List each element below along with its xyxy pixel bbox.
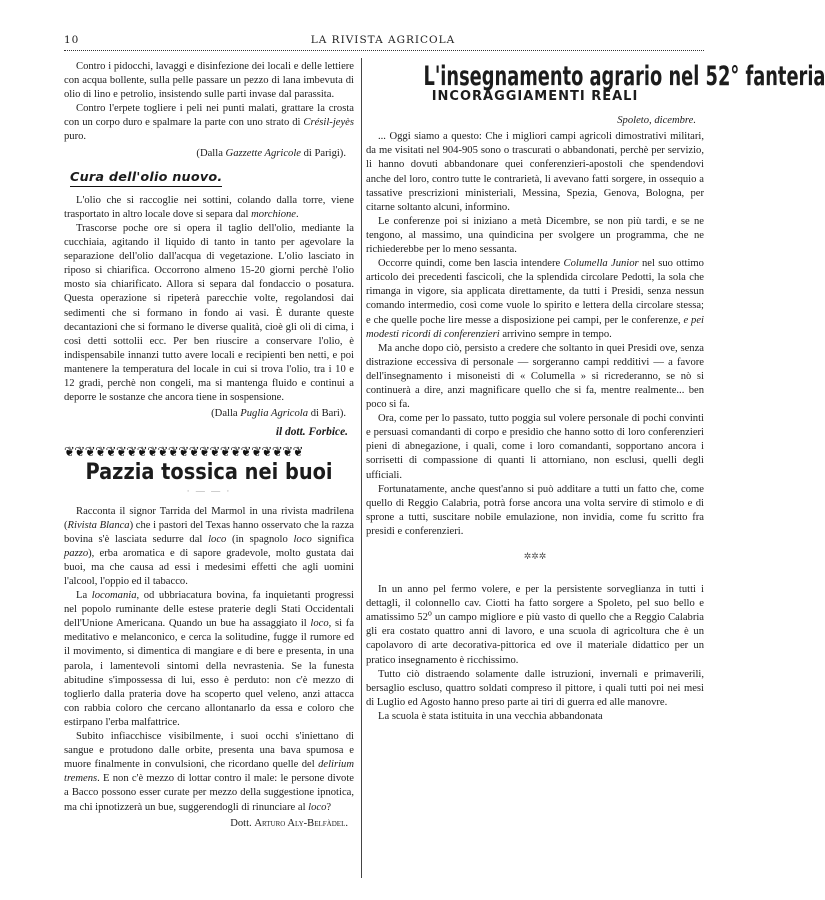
pazzia-paragraph-1: Racconta il signor Tarrida del Marmol in una rivista madrilena (Rivista Blanca) che i pastori del Texas hanno osservato che la razza bovina s'è lasciata sedurre dal loco (in spagnolo loco significa pazzo), erba aromatica e di sapore gradevole, molto gustata dai buoi, ma che causa ad essi i medesimi effetti che agli uomini l'alcool, l'oppio ed il tabacco. xyxy=(64,505,354,587)
ornamental-divider: ❦❦❦❦❦❦❦❦❦❦❦❦❦❦❦❦❦❦❦❦❦❦❦ xyxy=(64,445,304,461)
article-paragraph-1: ... Oggi siamo a questo: Che i migliori campi agricoli dimostrativi militari, da me visitati nel 904-905 sono o trascurati o abbandonati, perchè per servizio, li hanno dovuti abbandonare quei conferenzieri-apostoli che spendendovi anche del loro, contro tutte le contrarietà, li avevano fatti sorgere, in ossequio a tassative prescrizioni ministeriali, Messina, Spezia, Genova, Bologna, per citarne soltanto alcuni, informino. xyxy=(366,131,704,213)
article-title: L'insegnamento agrario nel 52° fanteria xyxy=(423,61,825,92)
article-paragraph-7: In un anno pel fermo volere, e per la persistente sorveglianza in tutti i dettagli, il colonnello cav. Ciotti ha fatto sorgere a Spoleto, pel suo bello e amatissimo 52$^o$ un campo migliore e più vasto di quello che a Reggio Calabria gli era costato quattro anni di lavoro, e una scuola di agricoltura che è un capolavoro di arte decorativa-pittorica ed ove il materiale didattico per un pratico insegnamento è ricchissimo. xyxy=(366,584,705,666)
section-separator: ✲✲✲ xyxy=(523,551,547,561)
column-divider xyxy=(361,58,362,878)
article-paragraph-3: Occorre quindi, come ben lascia intendere Columella Junior nel suo ottimo articolo dei precedenti fascicoli, che la splendida circolare Pedotti, la sola che rimanga in vigore, sia applicata direttamente, da tutti i Presidi, senza nessun comando intermedio, così come vuole lo spirito e lettera della circolare stessa; e che quelle poche lire messe a disposizione pei campi, per le conferenze, e pei modesti ricordi di conferenzieri arrivino sempre in tempo. xyxy=(366,258,704,340)
page-header xyxy=(64,34,702,48)
article-paragraph-5: Ora, come per lo passato, tutto poggia sul volere personale di pochi convinti e persuasi comandanti di corpo e presidio che hanno sotto di loro conferenzieri pieni di abnegazione, i quali, come i loro comandanti, sopportano ancora i sorrisetti di compassione di quanti li attorniano, non esclusi, quelli degli ufficiali. xyxy=(366,413,704,481)
olio-signature: il dott. Forbice. xyxy=(275,426,348,439)
journal-title: LA RIVISTA AGRICOLA xyxy=(310,34,456,46)
article-paragraph-6: Fortunatamente, anche quest'anno si può additare a tutti un fatto che, come quello di Reggio Calabria, potrà forse ancora una volta servire di stimolo e di sprone a tutti, suscitare nobile emulazione, non invidia, come fu scritto fra presidi e conferenzieri. xyxy=(366,483,704,537)
dateline: Spoleto, dicembre. xyxy=(617,115,696,127)
article-paragraph-2: Le conferenze poi si iniziano a metà Dicembre, se non più tardi, e se ne tengono, al massimo, una quindicina per svolgere un programma, che ne richiederebbe per lo meno sessanta. xyxy=(366,215,704,256)
pazzia-paragraph-3: Subito infiacchisce visibilmente, i suoi occhi s'iniettano di sangue e protudono dalle orbite, presenta una bava spumosa e muore finalmente in convulsioni, che ricordano quelle del delirium tremens. E non c'è mezzo di lottar contro il male: le persone divote a Bacco possono esser curate per mezzo della suggestione ipnotica, ma chi ipnotizzerà un bue, suggerendogli di rinunciare al loco? xyxy=(64,731,354,813)
article-subtitle: INCORAGGIAMENTI REALI xyxy=(431,89,639,105)
olio-paragraph-2: Trascorse poche ore si opera il taglio dell'olio, mediante la cucchiaia, agitando il liquido di tanto in tanto per agevolare la separazione dell'olio dall'acqua di vegetazione. L'olio lasciato in riposo si chiarifica. Occorrono almeno 15-20 giorni perchè l'olio mosto sia chiarificato. Allora si separa dal fondaccio o posatura. Questa operazione si ripeterà parecchie volte, regolandosi dai sedimenti che si formano in fondo ai vasi. È durante queste decantazioni che si formano le diverse qualità, cioè gli oli di cima, i così detti sottolii ecc. Per ben riuscire a conservare l'olio, è indispensabile innanzi tutto avere locali e recipienti ben netti, e poi mantenere la temperatura del locale in cui si trova l'olio, tra i 10 e 12 gradi, perchè non congeli, ma si mantenga fluido e continui a deporre le sostanze che ancora tiene in sospensione. xyxy=(64,222,354,404)
pazzia-paragraph-2: La locomania, od ubbriacatura bovina, fa inquietanti progressi nel popolo ruminante delle estese praterie degli Stati Occidentali dell'Unione Americana. Quando un bue ha assaggiato il loco, si fa meditativo e melanconico, e cerca la solitudine, fugge il rumore ed il movimento, si dimentica di mangiare e di bere e presenta, in una parola, i lamentevoli sintomi della nevrastenia. Se la funesta abitudine s'impossessa di lui, esso è perduto: non c'è mezzo di toglierlo dalla prateria dove ha scoperto quel veleno, anzi attacca con rabbia coloro che cercano allontanarlo da essa e coloro che estirpano l'erba malfattrice. xyxy=(64,590,354,728)
article-paragraph-4: Ma anche dopo ciò, persisto a credere che soltanto in quei Presidi ove, senza distrazione eccessiva di personale — sorgeranno campi redditivi — a favore dell'insegnamento i misoneisti di « Columella » si ricrederanno, se nò si continuerà a dire, anzi magnificare quello che si fa, mentre realmente... ben poco si fa. xyxy=(366,342,704,411)
intro-paragraph-2: Contro l'erpete togliere i peli nei punti malati, grattare la crosta con un corpo duro e spalmare la parte con uno strato di Crésil-jeyès puro. xyxy=(64,103,354,143)
article-paragraph-8: Tutto ciò distraendo solamente dalle istruzioni, invernali e primaverili, bersaglio escluso, quattro soldati compreso il pittore, i quali tutti poi nei mesi di Luglio ed Agosto hanno preso parte ai tiri di guerra ed alle manovre. xyxy=(366,668,704,708)
intro-source: (Dalla Gazzette Agricole di Parigi). xyxy=(196,147,346,159)
pazzia-title: Pazzia tossica nei buoi xyxy=(85,460,333,486)
article-paragraph-9: La scuola è stata istituita in una vecchia abbandonata xyxy=(378,710,603,722)
pazzia-signature: Dott. Arturo Aly-Belfàdel. xyxy=(230,817,348,829)
left-column xyxy=(64,60,354,831)
page-number: 10 xyxy=(64,34,80,46)
olio-source: (Dalla Puglia Agricola di Bari). xyxy=(211,408,346,420)
right-column xyxy=(366,60,825,724)
olio-section-title: Cura dell'olio nuovo. xyxy=(70,169,223,185)
intro-paragraph-1: Contro i pidocchi, lavaggi e disinfezione dei locali e delle lettiere con acqua bollente, sulla pelle passare un pezzo di lana imbevuta di olio di lino e petrolio, insistendo sulle parti invase dal parassita. xyxy=(64,61,354,101)
title-flourish: · — — · xyxy=(186,486,232,497)
olio-paragraph-1: L'olio che si raccoglie nei sottini, colando dalla torre, viene trasportato in altro locale dove si separa dal morchione. xyxy=(64,194,354,220)
header-dotted-rule xyxy=(64,50,704,51)
